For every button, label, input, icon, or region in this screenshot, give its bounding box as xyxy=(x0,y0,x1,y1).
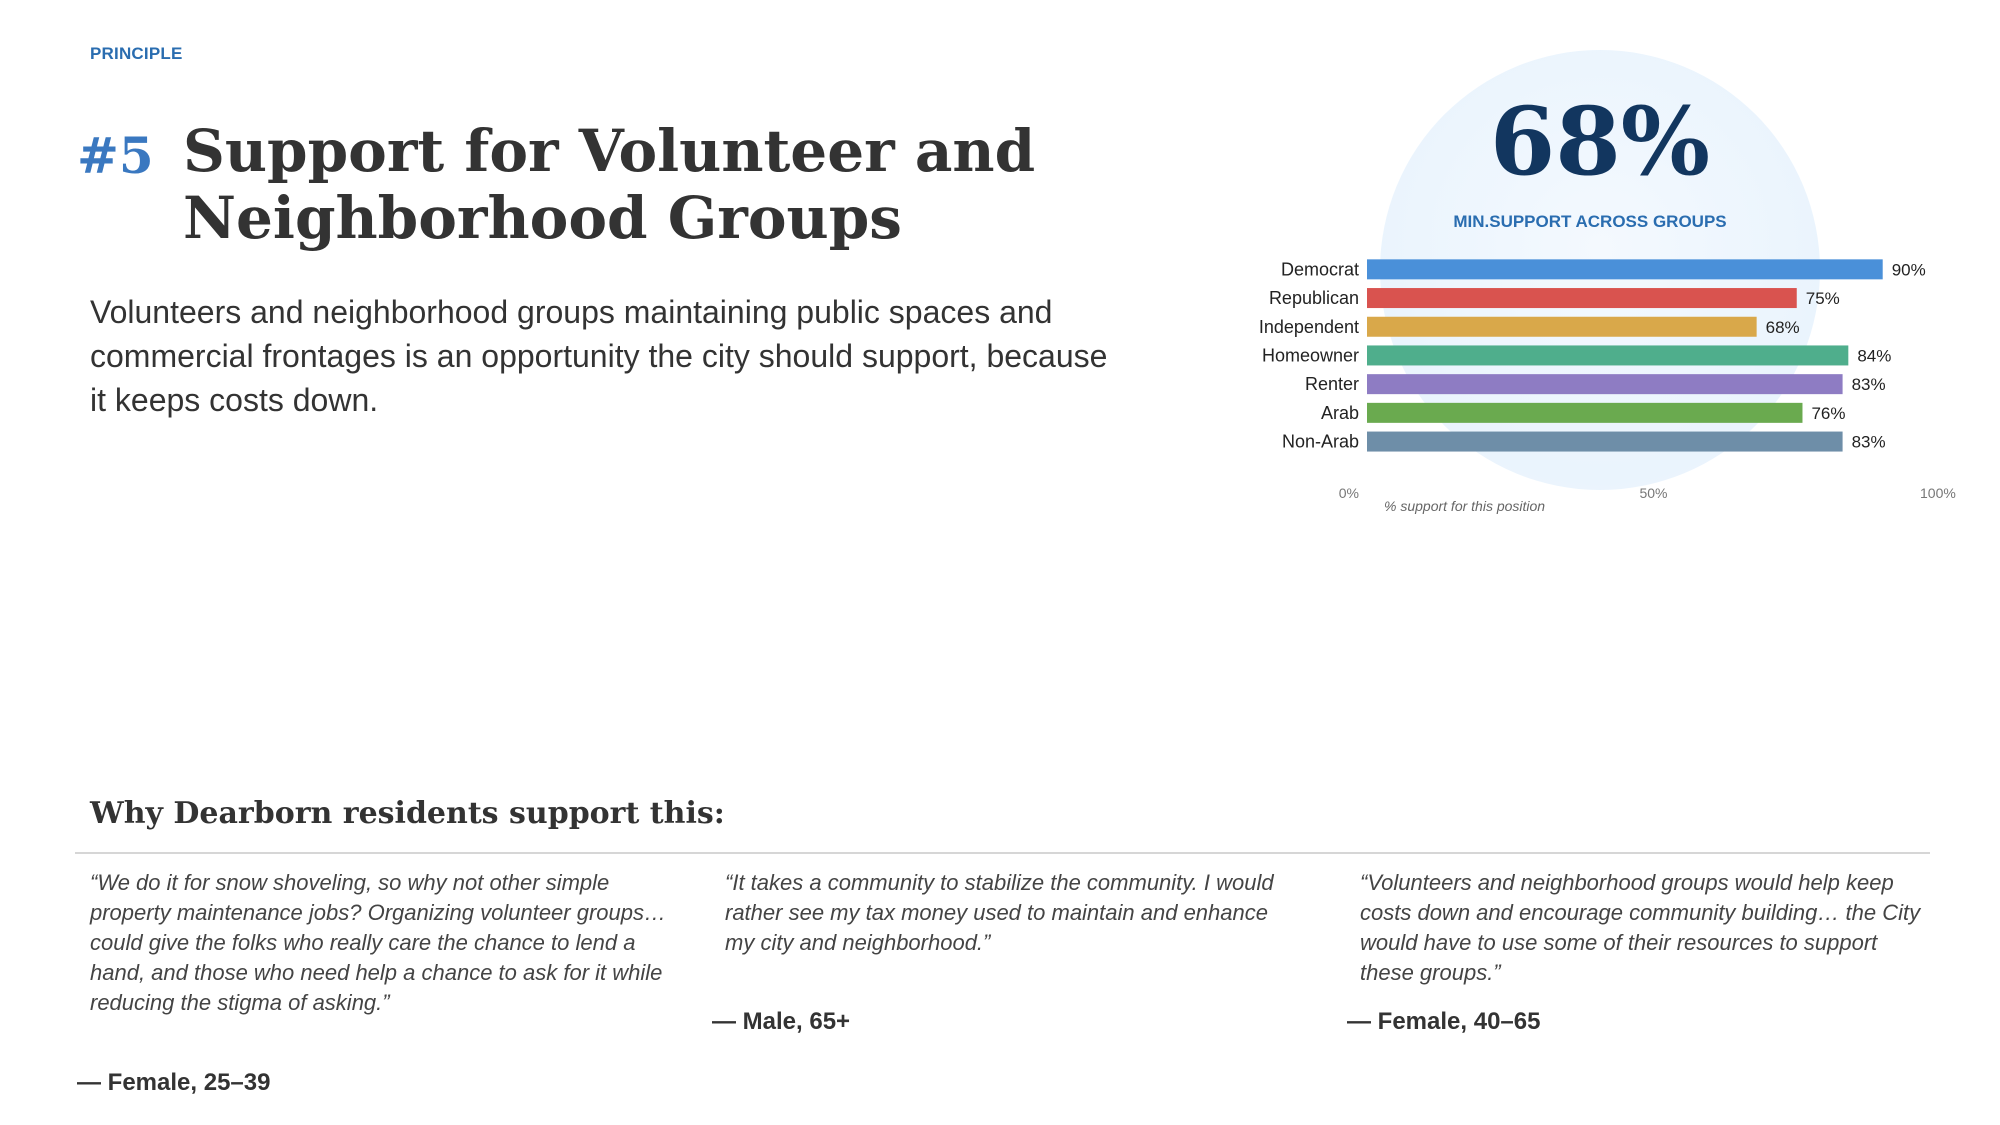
bar-value-label: 90% xyxy=(1891,260,1926,280)
bar-value-label: 75% xyxy=(1805,289,1840,309)
bar xyxy=(1367,259,1883,279)
category-label: Independent xyxy=(1258,316,1359,337)
quote-3-attribution: — Female, 40–65 xyxy=(1347,1008,1541,1035)
x-tick-label: 0% xyxy=(1338,484,1359,501)
support-bar-chart xyxy=(1180,240,1960,501)
category-label: Homeowner xyxy=(1261,345,1359,366)
bar xyxy=(1367,374,1843,394)
x-tick-label: 50% xyxy=(1639,484,1668,501)
bar xyxy=(1367,345,1848,365)
quote-3: “Volunteers and neighborhood groups would help keep costs down and encourage community building… the City would have to use some of their resources to support these groups.” xyxy=(1360,870,1921,985)
chart-x-axis-label: % support for this position xyxy=(1384,498,1546,514)
category-label: Republican xyxy=(1268,288,1359,309)
bar-value-label: 84% xyxy=(1857,346,1892,366)
principle-description: Volunteers and neighborhood groups maintaining public spaces and commercial frontages is an opportunity the city should support, because it keeps costs down. xyxy=(90,294,1108,418)
category-label: Non-Arab xyxy=(1281,431,1359,452)
quote-1-attribution: — Female, 25–39 xyxy=(77,1069,271,1096)
section-eyebrow: PRINCIPLE xyxy=(90,44,183,63)
category-label: Arab xyxy=(1320,402,1359,423)
bar xyxy=(1367,432,1843,452)
min-support-stat: 68% xyxy=(1489,87,1711,197)
bar xyxy=(1367,288,1797,308)
min-support-label: MIN.SUPPORT ACROSS GROUPS xyxy=(1453,212,1727,231)
principle-number: #5 xyxy=(77,126,154,185)
category-label: Renter xyxy=(1304,374,1359,395)
bar xyxy=(1367,403,1802,423)
bar-value-label: 76% xyxy=(1811,403,1846,423)
bar xyxy=(1367,317,1757,337)
page-title: Support for Volunteer and Neighborhood Groups xyxy=(183,117,1036,252)
quote-1: “We do it for snow shoveling, so why not other simple property maintenance jobs? Organizing volunteer groups… could give the folks who really care the chance to lend a hand, and those who need help a chance to ask for it while reducing the stigma of asking.” xyxy=(90,870,666,1015)
bar-value-label: 68% xyxy=(1765,317,1800,337)
quotes-heading: Why Dearborn residents support this: xyxy=(90,796,725,831)
section-divider xyxy=(75,852,1930,854)
bar-value-label: 83% xyxy=(1851,432,1886,452)
bar-value-label: 83% xyxy=(1851,375,1886,395)
category-label: Democrat xyxy=(1280,259,1359,280)
quote-2-attribution: — Male, 65+ xyxy=(712,1008,851,1035)
quote-2: “It takes a community to stabilize the community. I would rather see my tax money used to maintain and enhance my city and neighborhood.” xyxy=(725,870,1274,955)
x-tick-label: 100% xyxy=(1920,484,1956,501)
